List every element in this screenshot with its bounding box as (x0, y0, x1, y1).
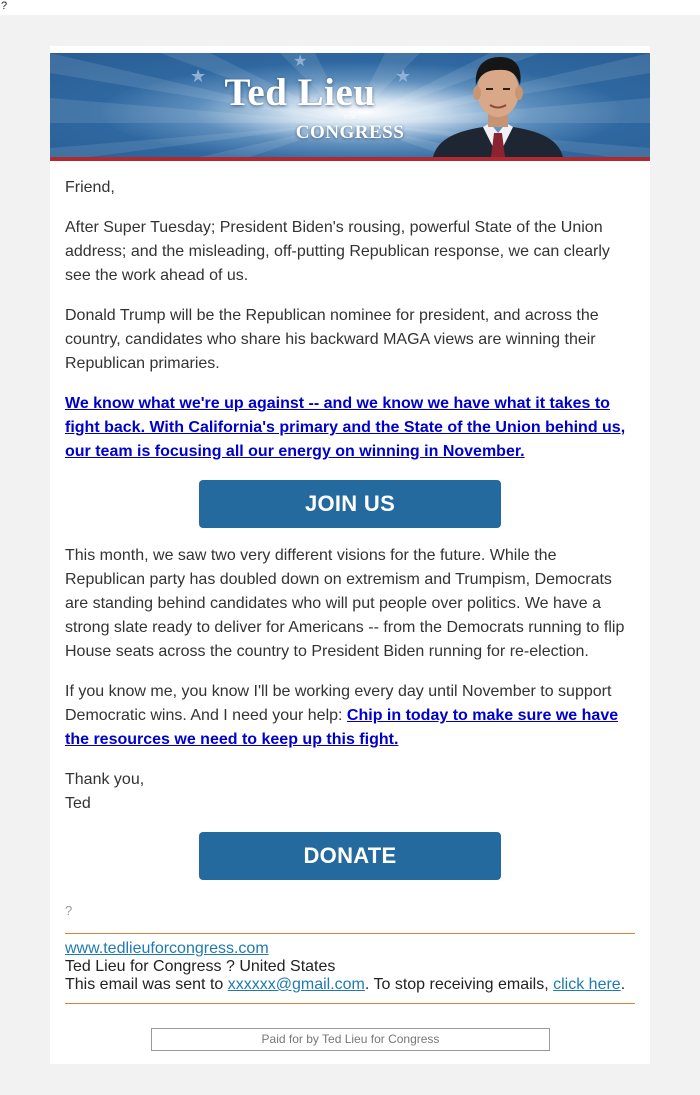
signature: Ted (65, 795, 91, 812)
header-banner (50, 53, 650, 161)
callout-link[interactable]: We know what we're up against -- and we know we have what it takes to fight back. With California's primary and the State of the Union behind us, our team is focusing all our energy on winning in November. (65, 395, 626, 460)
paragraph-help (65, 680, 637, 752)
star-icon: ★ (395, 66, 412, 86)
banner-stripe (50, 157, 650, 161)
unsubscribe-link[interactable]: click here (553, 976, 621, 993)
chip-in-link[interactable]: Chip in today to make sure we have the resources we need to keep up this fight. (65, 707, 619, 748)
sent-middle: . To stop receiving emails, (364, 976, 554, 993)
star-icon: ★ (293, 53, 308, 70)
banner-name: Ted Lieu (224, 71, 376, 114)
paid-for-disclaimer: Paid for by Ted Lieu for Congress (151, 1028, 550, 1051)
top-marker: ? (1, 0, 8, 12)
footer-info (65, 940, 640, 994)
footer-qmark: ? (65, 903, 73, 918)
callout-paragraph (65, 392, 637, 464)
join-us-button[interactable]: JOIN US (199, 480, 501, 528)
footer-divider-top (65, 933, 635, 934)
paragraph-intro: After Super Tuesday; President Biden's rousing, powerful State of the Union address; and the misleading, off-putting Republican response, we can clearly see the work ahead of us. (65, 219, 610, 284)
sent-suffix: . (620, 976, 626, 993)
paragraph-help-text: If you know me, you know I'll be working every day until November to support Democratic wins. And I need your help: (65, 683, 612, 724)
footer-divider-bottom (65, 1003, 635, 1004)
email-link[interactable]: xxxxxx@gmail.com (227, 976, 365, 993)
sent-prefix: This email was sent to (65, 976, 228, 993)
greeting: Friend, (65, 179, 115, 196)
paragraph-visions: This month, we saw two very different visions for the future. While the Republican party has doubled down on extremism and Trumpism, Democrats are standing behind candidates who will put people over politics. We have a strong slate ready to deliver for Americans -- from the Democrats running to flip House seats across the country to President Biden running for re-election. (65, 547, 625, 660)
top-strip (0, 0, 700, 15)
candidate-portrait (428, 53, 568, 157)
sent-line (65, 976, 640, 994)
website-link[interactable]: www.tedlieuforcongress.com (65, 940, 269, 957)
email-card (50, 46, 650, 1064)
banner-office: CONGRESS (295, 122, 405, 143)
star-icon: ★ (190, 66, 207, 86)
signoff: Thank you, (65, 771, 145, 788)
org-line: Ted Lieu for Congress ? United States (65, 958, 336, 975)
donate-button[interactable]: DONATE (199, 832, 501, 880)
paragraph-trump: Donald Trump will be the Republican nominee for president, and across the country, candidates who share his backward MAGA views are winning their Republican primaries. (65, 307, 599, 372)
banner-for: FOR (344, 115, 356, 121)
